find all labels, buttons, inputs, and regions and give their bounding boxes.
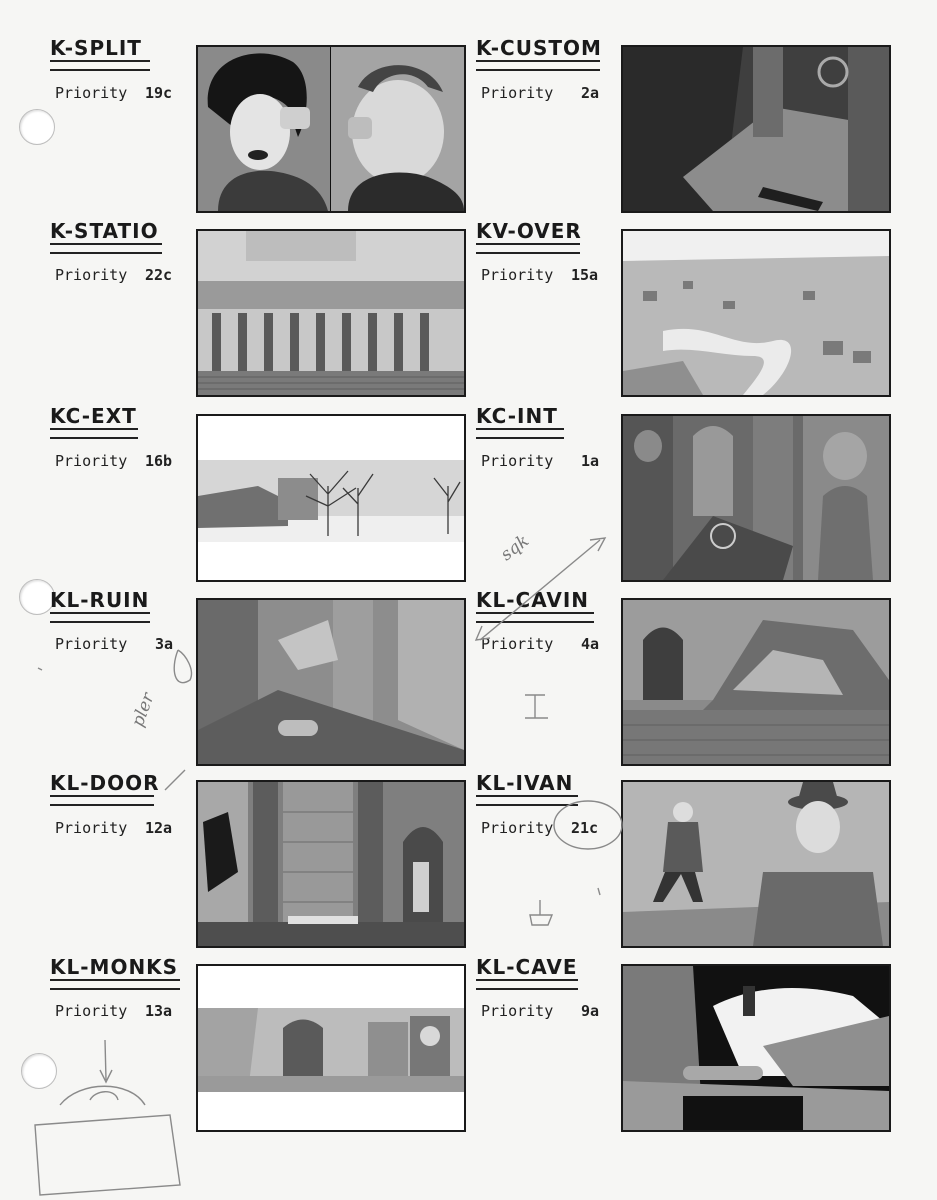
title-underline bbox=[476, 243, 580, 254]
priority-label: Priority bbox=[481, 452, 554, 470]
priority-label: Priority bbox=[481, 266, 554, 284]
priority-line bbox=[481, 819, 599, 837]
scene-title: KC-EXT bbox=[50, 404, 137, 428]
title-underline bbox=[50, 795, 154, 806]
scene-title: KL-CAVE bbox=[476, 955, 578, 979]
priority-label: Priority bbox=[55, 635, 128, 653]
title-underline bbox=[476, 979, 578, 990]
priority-label: Priority bbox=[481, 84, 554, 102]
title-underline bbox=[476, 60, 600, 71]
scene-title: KL-CAVIN bbox=[476, 588, 589, 612]
handwritten-note-sqk: sqk bbox=[497, 530, 533, 566]
scene-thumbnail bbox=[196, 229, 466, 397]
title-underline bbox=[476, 795, 578, 806]
title-underline bbox=[50, 612, 150, 623]
priority-line bbox=[481, 1002, 600, 1020]
scene-thumbnail bbox=[621, 964, 891, 1132]
priority-label: Priority bbox=[55, 452, 128, 470]
scene-title: KL-RUIN bbox=[50, 588, 150, 612]
priority-label: Priority bbox=[481, 819, 554, 837]
title-underline bbox=[50, 428, 138, 439]
scene-thumbnail bbox=[196, 964, 466, 1132]
scene-thumbnail bbox=[621, 229, 891, 397]
priority-line bbox=[55, 266, 173, 284]
scene-title: K-CUSTOM bbox=[476, 36, 602, 60]
scene-thumbnail bbox=[196, 414, 466, 582]
priority-code: 1a bbox=[581, 452, 600, 470]
scene-title: K-STATIO bbox=[50, 219, 159, 243]
priority-line bbox=[55, 1002, 173, 1020]
priority-code: 4a bbox=[581, 635, 600, 653]
priority-line bbox=[481, 635, 600, 653]
priority-line bbox=[481, 266, 599, 284]
priority-code: 2a bbox=[581, 84, 600, 102]
priority-line bbox=[55, 635, 174, 653]
priority-label: Priority bbox=[55, 266, 128, 284]
scene-thumbnail bbox=[621, 414, 891, 582]
priority-code: 12a bbox=[145, 819, 173, 837]
scene-thumbnail bbox=[196, 598, 466, 766]
priority-line bbox=[55, 452, 173, 470]
priority-label: Priority bbox=[481, 1002, 554, 1020]
scene-thumbnail bbox=[196, 780, 466, 948]
priority-code: 19c bbox=[145, 84, 173, 102]
binder-hole-top bbox=[19, 109, 55, 145]
priority-code: 15a bbox=[571, 266, 599, 284]
scene-title: KC-INT bbox=[476, 404, 558, 428]
title-underline bbox=[476, 612, 594, 623]
priority-code: 16b bbox=[145, 452, 173, 470]
priority-code: 9a bbox=[581, 1002, 600, 1020]
scene-title: K-SPLIT bbox=[50, 36, 142, 60]
scene-title: KL-IVAN bbox=[476, 771, 574, 795]
priority-line bbox=[481, 84, 600, 102]
title-underline bbox=[50, 60, 150, 71]
binder-hole-bottom bbox=[21, 1053, 57, 1089]
priority-label: Priority bbox=[55, 84, 128, 102]
priority-code: 3a bbox=[155, 635, 174, 653]
scene-thumbnail bbox=[621, 598, 891, 766]
scene-title: KV-OVER bbox=[476, 219, 582, 243]
title-underline bbox=[50, 979, 180, 990]
title-underline bbox=[50, 243, 162, 254]
handwritten-note-pler: pler bbox=[127, 690, 159, 730]
priority-line bbox=[481, 452, 600, 470]
scene-thumbnail bbox=[621, 45, 891, 213]
priority-code: 22c bbox=[145, 266, 173, 284]
priority-code: 13a bbox=[145, 1002, 173, 1020]
priority-code: 21c bbox=[571, 819, 599, 837]
priority-label: Priority bbox=[55, 1002, 128, 1020]
priority-label: Priority bbox=[481, 635, 554, 653]
scene-title: KL-MONKS bbox=[50, 955, 179, 979]
priority-line bbox=[55, 819, 173, 837]
title-underline bbox=[476, 428, 564, 439]
priority-line bbox=[55, 84, 173, 102]
scene-thumbnail bbox=[196, 45, 466, 213]
priority-label: Priority bbox=[55, 819, 128, 837]
scene-thumbnail bbox=[621, 780, 891, 948]
scene-title: KL-DOOR bbox=[50, 771, 160, 795]
